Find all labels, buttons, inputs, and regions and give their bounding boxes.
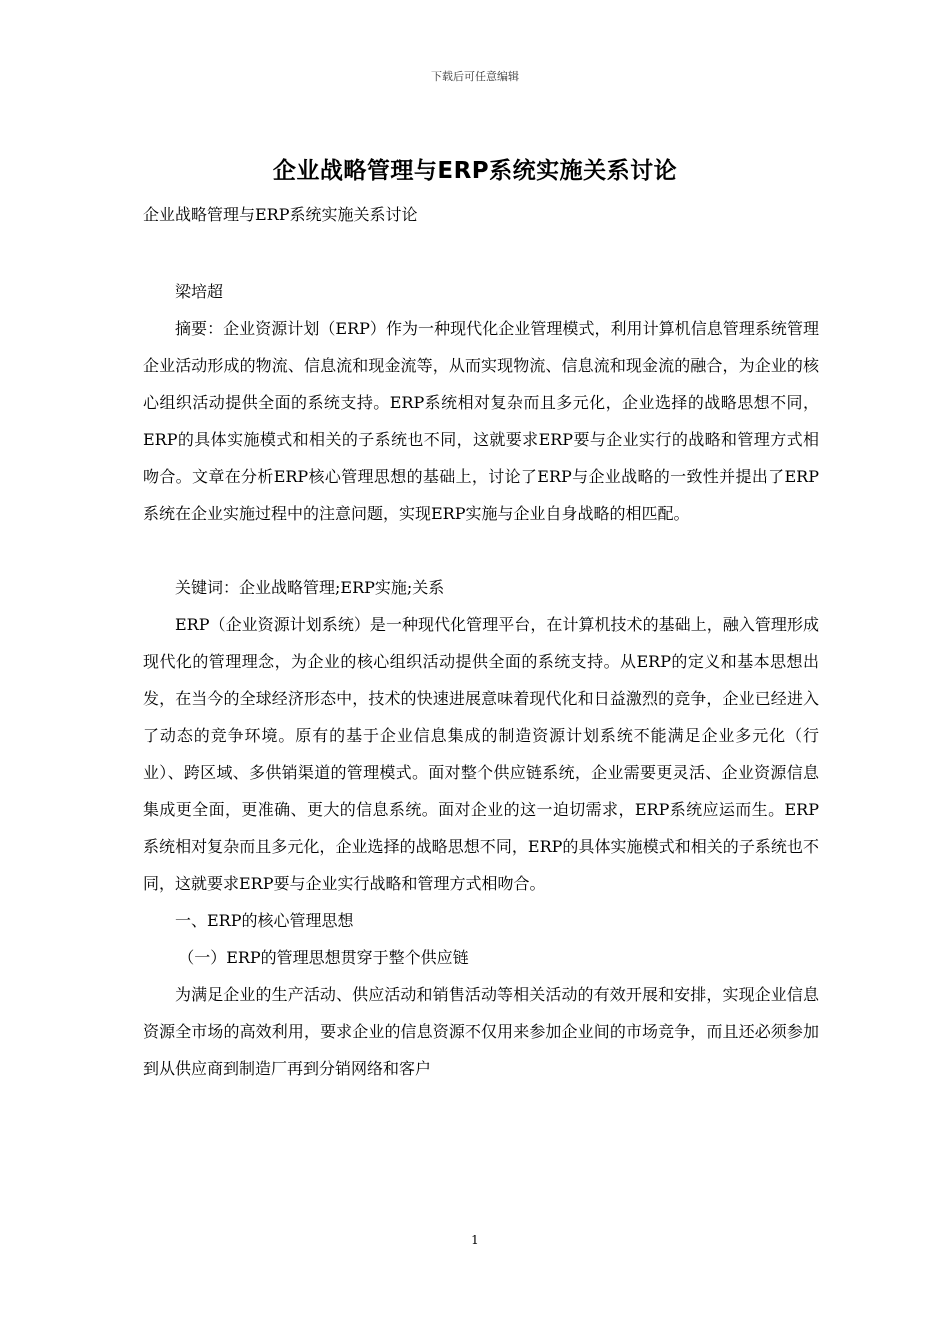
header-note: 下载后可任意编辑 bbox=[431, 70, 519, 83]
author-name: 梁培超 bbox=[175, 282, 224, 301]
page-number: 1 bbox=[471, 1233, 479, 1247]
subsection-heading: （一）ERP的管理思想贯穿于整个供应链 bbox=[178, 948, 469, 967]
document-title: 企业战略管理与ERP系统实施关系讨论 bbox=[272, 158, 678, 184]
keywords-line: 关键词：企业战略管理;ERP实施;关系 bbox=[175, 578, 445, 597]
document-body bbox=[143, 273, 819, 1087]
intro-paragraph: ERP（企业资源计划系统）是一种现代化管理平台，在计算机技术的基础上，融入管理形成现代化的管理理念，为企业的核心组织活动提供全面的系统支持。从ERP的定义和基本思想出发，在当今的全球经济形态中，技术的快速进展意味着现代化和日益激烈的竞争，企业已经进入了动态的竞争环境。原有的基于企业信息集成的制造资源计划系统不能满足企业多元化（行业）、跨区域、多供销渠道的管理模式。面对整个供应链系统，企业需要更灵活、企业资源信息集成更全面，更准确、更大的信息系统。面对企业的这一迫切需求，ERP系统应运而生。ERP系统相对复杂而且多元化，企业选择的战略思想不同，ERP的具体实施模式和相关的子系统也不同，这就要求ERP要与企业实行战略和管理方式相吻合。 bbox=[143, 615, 819, 893]
section-heading: 一、ERP的核心管理思想 bbox=[175, 911, 354, 930]
document-subtitle: 企业战略管理与ERP系统实施关系讨论 bbox=[143, 205, 418, 224]
body-paragraph: 为满足企业的生产活动、供应活动和销售活动等相关活动的有效开展和安排，实现企业信息资源全市场的高效利用，要求企业的信息资源不仅用来参加企业间的市场竞争，而且还必须参加到从供应商到制造厂再到分销网络和客户 bbox=[143, 985, 819, 1078]
abstract-paragraph: 摘要：企业资源计划（ERP）作为一种现代化企业管理模式，利用计算机信息管理系统管理企业活动形成的物流、信息流和现金流等，从而实现物流、信息流和现金流的融合，为企业的核心组织活动提供全面的系统支持。ERP系统相对复杂而且多元化，企业选择的战略思想不同，ERP的具体实施模式和相关的子系统也不同，这就要求ERP要与企业实行的战略和管理方式相吻合。文章在分析ERP核心管理思想的基础上，讨论了ERP与企业战略的一致性并提出了ERP系统在企业实施过程中的注意问题，实现ERP实施与企业自身战略的相匹配。 bbox=[143, 319, 819, 523]
